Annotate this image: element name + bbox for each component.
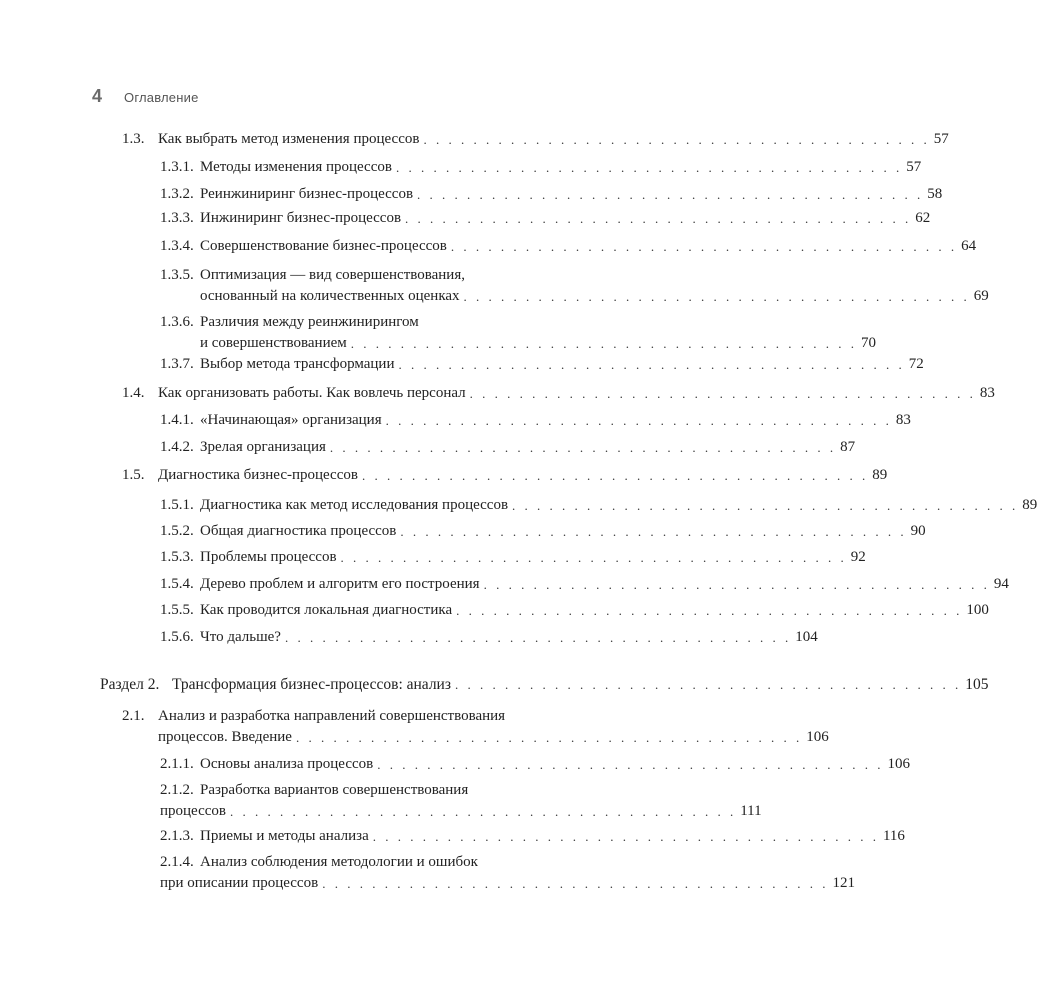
toc-entry[interactable] <box>160 600 989 621</box>
toc-entry[interactable] <box>122 383 995 404</box>
toc-page-number: 111 <box>740 803 762 819</box>
toc-entry-number: 1.3.4. <box>160 238 194 254</box>
toc-entry-number: 1.5.3. <box>160 549 194 565</box>
leader-dots: . . . . . . . . . . . . . . . . . . . . . . . . . . . . . . . . . . . . . . . . . <box>454 677 962 692</box>
toc-entry-number: 2.1.3. <box>160 828 194 844</box>
page-number: 4 <box>92 86 103 106</box>
leader-dots: . . . . . . . . . . . . . . . . . . . . . . . . . . . . . . . . . . . . . . . . . <box>405 211 912 226</box>
toc-entry-title: Оптимизация — вид совершенствования, <box>200 267 465 283</box>
toc-entry[interactable] <box>160 265 989 307</box>
toc-part-entry[interactable] <box>100 674 989 695</box>
leader-dots: . . . . . . . . . . . . . . . . . . . . . . . . . . . . . . . . . . . . . . . . . <box>284 630 792 645</box>
toc-entry-number: 1.3.6. <box>160 314 194 330</box>
toc-entry-number: 1.5.5. <box>160 602 194 618</box>
toc-entry-title: Общая диагностика процессов <box>200 523 397 539</box>
toc-entry-number: 2.1.2. <box>160 782 194 798</box>
toc-page-number: 83 <box>979 385 995 401</box>
toc-part-number: Раздел 2. <box>100 676 160 693</box>
toc-entry[interactable] <box>160 780 762 822</box>
toc-page-number: 90 <box>910 523 926 539</box>
toc-page-number: 121 <box>832 875 855 891</box>
toc-page-number: 106 <box>887 756 910 772</box>
toc-entry[interactable] <box>160 184 943 205</box>
leader-dots: . . . . . . . . . . . . . . . . . . . . . . . . . . . . . . . . . . . . . . . . . <box>398 357 905 372</box>
leader-dots: . . . . . . . . . . . . . . . . . . . . . . . . . . . . . . . . . . . . . . . . . <box>512 498 1019 513</box>
toc-entry-title: Выбор метода трансформации <box>200 356 395 372</box>
toc-entry-title: Совершенствование бизнес-процессов <box>200 238 447 254</box>
toc-entry[interactable] <box>160 547 866 568</box>
toc-entry-title: Проблемы процессов <box>200 549 337 565</box>
toc-entry[interactable] <box>160 157 922 178</box>
leader-dots: . . . . . . . . . . . . . . . . . . . . . . . . . . . . . . . . . . . . . . . . . <box>329 440 837 455</box>
toc-entry-number: 1.3. <box>122 131 145 147</box>
leader-dots: . . . . . . . . . . . . . . . . . . . . . . . . . . . . . . . . . . . . . . . . . <box>350 336 858 351</box>
toc-entry[interactable] <box>160 754 910 775</box>
leader-dots: . . . . . . . . . . . . . . . . . . . . . . . . . . . . . . . . . . . . . . . . . <box>377 757 884 772</box>
toc-page-number: 70 <box>861 335 877 351</box>
toc-page-number: 106 <box>806 729 829 745</box>
toc-page-number: 92 <box>850 549 866 565</box>
leader-dots: . . . . . . . . . . . . . . . . . . . . . . . . . . . . . . . . . . . . . . . . . <box>456 603 963 618</box>
leader-dots: . . . . . . . . . . . . . . . . . . . . . . . . . . . . . . . . . . . . . . . . . <box>322 876 829 891</box>
toc-page-number: 104 <box>795 629 818 645</box>
toc-entry-title: Диагностика бизнес-процессов <box>158 467 358 483</box>
toc-entry[interactable] <box>122 706 829 748</box>
toc-entry-title: «Начинающая» организация <box>200 412 382 428</box>
toc-entry-number: 2.1.4. <box>160 854 194 870</box>
toc-page-number: 64 <box>961 238 977 254</box>
toc-entry-number: 2.1.1. <box>160 756 194 772</box>
toc-entry-title: Диагностика как метод исследования процессов <box>200 497 509 513</box>
toc-entry[interactable] <box>160 627 818 648</box>
leader-dots: . . . . . . . . . . . . . . . . . . . . . . . . . . . . . . . . . . . . . . . . . <box>417 187 924 202</box>
toc-entry[interactable] <box>122 465 888 486</box>
toc-entry[interactable] <box>160 495 1037 516</box>
toc-entry-number: 1.4.2. <box>160 439 194 455</box>
toc-entry-title: Как проводится локальная диагностика <box>200 602 453 618</box>
toc-entry-number: 1.3.1. <box>160 159 194 175</box>
toc-page-number: 89 <box>872 467 888 483</box>
toc-entry-title: Основы анализа процессов <box>200 756 374 772</box>
toc-entry[interactable] <box>160 574 1009 595</box>
toc-entry-title-cont: процессов <box>160 803 226 819</box>
toc-entry-number: 1.4.1. <box>160 412 194 428</box>
toc-entry-title: Дерево проблем и алгоритм его построения <box>200 576 480 592</box>
leader-dots: . . . . . . . . . . . . . . . . . . . . . . . . . . . . . . . . . . . . . . . . . <box>295 730 803 745</box>
toc-entry-title: Приемы и методы анализа <box>200 828 369 844</box>
toc-entry[interactable] <box>160 236 977 257</box>
toc-entry-number: 1.5.2. <box>160 523 194 539</box>
toc-entry-title: Инжиниринг бизнес-процессов <box>200 210 402 226</box>
leader-dots: . . . . . . . . . . . . . . . . . . . . . . . . . . . . . . . . . . . . . . . . . <box>385 413 892 428</box>
toc-page-number: 57 <box>933 131 949 147</box>
toc-entry-title: Что дальше? <box>200 629 281 645</box>
toc-page-number: 100 <box>966 602 989 618</box>
leader-dots: . . . . . . . . . . . . . . . . . . . . . . . . . . . . . . . . . . . . . . . . . <box>463 289 970 304</box>
toc-page-number: 87 <box>840 439 856 455</box>
toc-entry-title: Как организовать работы. Как вовлечь персонал <box>158 385 466 401</box>
toc-entry[interactable] <box>160 852 855 894</box>
toc-entry[interactable] <box>160 208 931 229</box>
toc-entry-title-cont: при описании процессов <box>160 875 319 891</box>
toc-entry-title: Разработка вариантов совершенствования <box>200 782 469 798</box>
toc-entry-title: Методы изменения процессов <box>200 159 392 175</box>
toc-page-number: 94 <box>993 576 1009 592</box>
toc-entry-title: Зрелая организация <box>200 439 326 455</box>
toc-entry[interactable] <box>160 437 856 458</box>
toc-entry[interactable] <box>122 129 949 150</box>
leader-dots: . . . . . . . . . . . . . . . . . . . . . . . . . . . . . . . . . . . . . . . . . <box>423 132 930 147</box>
toc-entry-title: Анализ и разработка направлений совершенствования <box>158 708 506 724</box>
toc-entry-title-cont: и совершенствованием <box>200 335 347 351</box>
toc-entry[interactable] <box>160 410 911 431</box>
leader-dots: . . . . . . . . . . . . . . . . . . . . . . . . . . . . . . . . . . . . . . . . . <box>395 160 903 175</box>
toc-page-number: 58 <box>927 186 943 202</box>
leader-dots: . . . . . . . . . . . . . . . . . . . . . . . . . . . . . . . . . . . . . . . . . <box>340 550 847 565</box>
toc-entry-number: 1.3.2. <box>160 186 194 202</box>
toc-entry-number: 1.3.3. <box>160 210 194 226</box>
toc-entry-number: 1.5.4. <box>160 576 194 592</box>
toc-page-number: 57 <box>906 159 922 175</box>
toc-page-number: 89 <box>1022 497 1037 513</box>
toc-entry-number: 1.5.6. <box>160 629 194 645</box>
leader-dots: . . . . . . . . . . . . . . . . . . . . . . . . . . . . . . . . . . . . . . . . . <box>372 829 879 844</box>
toc-entry-number: 1.5.1. <box>160 497 194 513</box>
leader-dots: . . . . . . . . . . . . . . . . . . . . . . . . . . . . . . . . . . . . . . . . . <box>361 468 869 483</box>
toc-entry[interactable] <box>160 354 924 375</box>
toc-entry-title: Различия между реинжинирингом <box>200 314 419 330</box>
toc-entry-title: Анализ соблюдения методологии и ошибок <box>200 854 478 870</box>
toc-entry-title: Как выбрать метод изменения процессов <box>158 131 420 147</box>
running-title: Оглавление <box>124 90 199 105</box>
toc-entry-title-cont: основанный на количественных оценках <box>200 288 460 304</box>
toc-entry-number: 1.5. <box>122 467 145 483</box>
toc-entry-number: 1.3.5. <box>160 267 194 283</box>
toc-entry-number: 2.1. <box>122 708 145 724</box>
toc-page-number: 116 <box>882 828 905 844</box>
toc-page-number: 62 <box>915 210 931 226</box>
toc-entry-number: 1.3.7. <box>160 356 194 372</box>
toc-page-number: 105 <box>965 676 989 693</box>
leader-dots: . . . . . . . . . . . . . . . . . . . . . . . . . . . . . . . . . . . . . . . . . <box>483 577 990 592</box>
leader-dots: . . . . . . . . . . . . . . . . . . . . . . . . . . . . . . . . . . . . . . . . . <box>229 804 737 819</box>
toc-entry[interactable] <box>160 521 926 542</box>
toc-entry[interactable] <box>160 312 877 354</box>
toc-page-number: 72 <box>908 356 924 372</box>
leader-dots: . . . . . . . . . . . . . . . . . . . . . . . . . . . . . . . . . . . . . . . . . <box>400 524 907 539</box>
toc-page-number: 69 <box>973 288 989 304</box>
toc-entry-title: Реинжиниринг бизнес-процессов <box>200 186 414 202</box>
toc-entry-number: 1.4. <box>122 385 145 401</box>
toc-entry-title-cont: процессов. Введение <box>158 729 292 745</box>
toc-page-number: 83 <box>895 412 911 428</box>
toc-part-title: Трансформация бизнес-процессов: анализ <box>172 676 451 693</box>
toc-entry[interactable] <box>160 826 905 847</box>
leader-dots: . . . . . . . . . . . . . . . . . . . . . . . . . . . . . . . . . . . . . . . . . <box>450 239 958 254</box>
leader-dots: . . . . . . . . . . . . . . . . . . . . . . . . . . . . . . . . . . . . . . . . . <box>469 386 976 401</box>
